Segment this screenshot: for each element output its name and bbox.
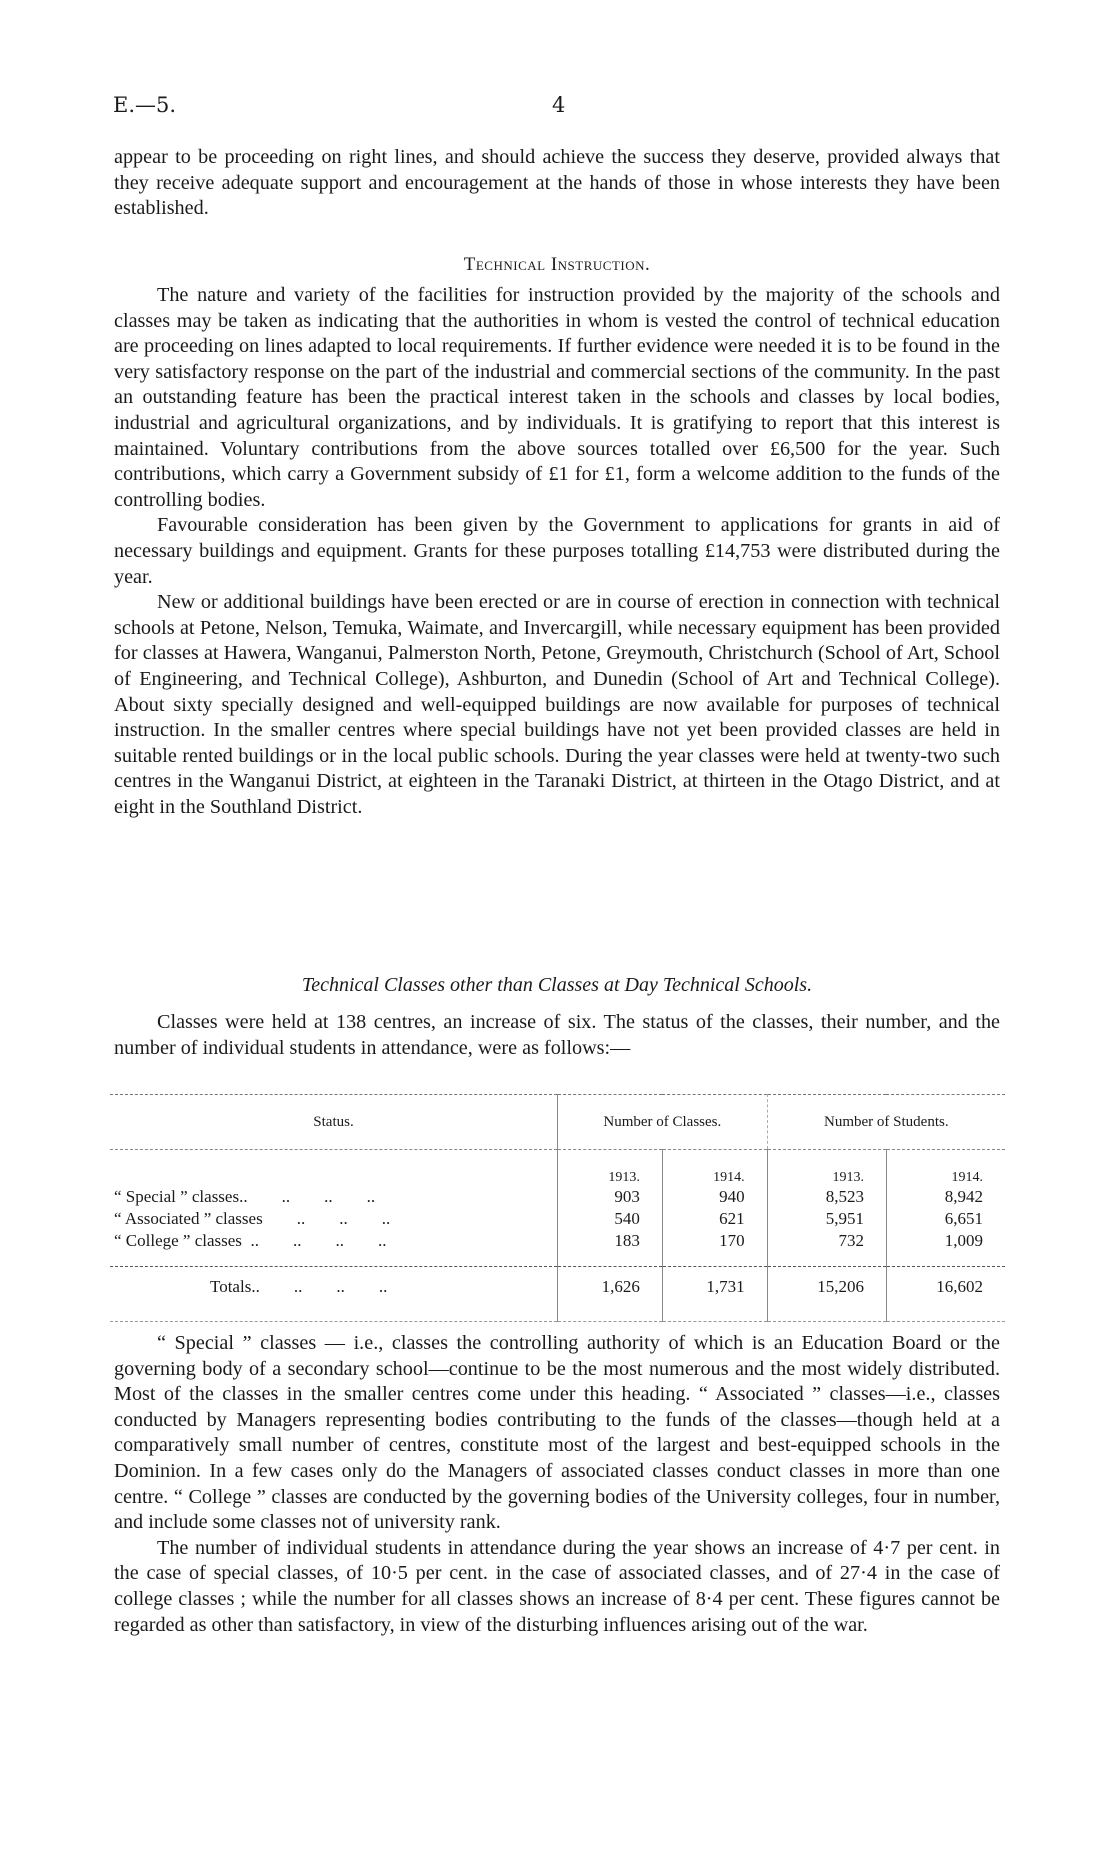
cell: 8,523 <box>767 1186 886 1208</box>
year-label: 1913. <box>558 1150 663 1187</box>
totals-row <box>110 1266 1005 1307</box>
cell: 16,602 <box>886 1266 1005 1307</box>
page-number: 4 <box>552 93 566 117</box>
leader-dots: .. .. .. .. <box>239 1187 376 1206</box>
leader-dots: .. .. .. .. <box>241 1231 387 1250</box>
cell: 15,206 <box>767 1266 886 1307</box>
row-label: “ College ” classes <box>114 1231 242 1250</box>
table-row <box>110 1186 1005 1208</box>
year-label: 1914. <box>662 1150 767 1187</box>
section-heading: Technical Instruction. <box>463 254 651 275</box>
paragraph: appear to be proceeding on right lines, and should achieve the success they deserve, provided always that they receive adequate support and encouragement at the hands of those in whose interests they have been established. <box>114 146 1000 220</box>
paragraph: Classes were held at 138 centres, an increase of six. The status of the classes, their number, and the number of individual students in attendance, were as follows:— <box>114 1011 1000 1059</box>
row-label: Totals <box>210 1276 252 1296</box>
cell: 6,651 <box>886 1208 1005 1230</box>
header-classes: Number of Classes. <box>558 1095 768 1150</box>
cell: 1,731 <box>662 1266 767 1307</box>
cell: 183 <box>558 1230 663 1252</box>
cell: 621 <box>662 1208 767 1230</box>
subsection-intro <box>114 1010 1000 1061</box>
subsection-heading: Technical Classes other than Classes at Day Technical Schools. <box>301 974 813 996</box>
paragraph: Favourable consideration has been given by the Government to applications for grants in aid of necessary buildings and equipment. Grants for these purposes totalling £14,753 were distributed during the year. <box>114 514 1000 588</box>
paragraph: “ Special ” classes — i.e., classes the controlling authority of which is an Education Board or the governing body of a secondary school—continue to be the most numerous and the most widely distributed. Most of the classes in the smaller centres come under this heading. “ Associated ” classes—i.e., classes conducted by Managers representing bodies contributing to the funds of the classes—though held at a comparatively small number of centres, constitute most of the largest and best-equipped schools in the Dominion. In a few cases only do the Managers of associated classes conduct classes in more than one centre. “ College ” classes are conducted by the governing bodies of the University colleges, four in number, and include some classes not of university rank. <box>114 1332 1000 1534</box>
header-status: Status. <box>313 1113 354 1130</box>
paragraph: The number of individual students in attendance during the year shows an increase of 4·7 per cent. in the case of special classes, of 10·5 per cent. in the case of associated classes, and of 27·4 in the case of college classes ; while the number for all classes shows an increase of 8·4 per cent. These figures cannot be regarded as other than satisfactory, in view of the disturbing influences arising out of the war. <box>114 1536 1000 1636</box>
cell: 940 <box>662 1186 767 1208</box>
leader-dots: .. .. .. <box>262 1209 391 1228</box>
cell: 1,009 <box>886 1230 1005 1252</box>
cell: 903 <box>558 1186 663 1208</box>
section-body <box>114 283 1000 820</box>
year-label: 1913. <box>767 1150 886 1187</box>
leader-dots: .. .. .. .. <box>251 1276 388 1296</box>
year-label: 1914. <box>886 1150 1005 1187</box>
cell: 8,942 <box>886 1186 1005 1208</box>
document-reference: E.—5. <box>113 93 177 117</box>
table-row <box>110 1230 1005 1252</box>
cell: 170 <box>662 1230 767 1252</box>
cell: 5,951 <box>767 1208 886 1230</box>
row-label: “ Associated ” classes <box>114 1209 263 1228</box>
paragraph: The nature and variety of the facilities for instruction provided by the majority of the schools and classes may be taken as indicating that the authorities in whom is vested the control of technical education are proceeding on lines adapted to local requirements. If further evidence were needed it is to be found in the very satisfactory response on the part of the industrial and commercial sections of the community. In the past an outstanding feature has been the practical interest taken in the schools and classes by local bodies, industrial and agricultural organizations, and by individuals. It is gratifying to report that this interest is maintained. Voluntary contributions from the above sources totalled over £6,500 for the year. Such contributions, which carry a Government subsidy of £1 for £1, form a welcome addition to the funds of the controlling bodies. <box>114 284 1000 511</box>
cell: 1,626 <box>558 1266 663 1307</box>
row-label: “ Special ” classes <box>114 1187 240 1206</box>
paragraph: New or additional buildings have been erected or are in course of erection in connection with technical schools at Petone, Nelson, Temuka, Waimate, and Invercargill, while necessary equipment has been provided for classes at Hawera, Wanganui, Palmerston North, Petone, Greymouth, Christchurch (School of Art, School of Engineering, and Technical College), Ashburton, and Dunedin (School of Art and Technical College). About sixty specially designed and well-equipped buildings are now available for purposes of technical instruction. In the smaller centres where special buildings have not yet been provided classes are held in suitable rented buildings or in the local public schools. During the year classes were held at twenty-two such centres in the Wanganui District, at eighteen in the Taranaki District, at thirteen in the Otago District, and at eight in the Southland District. <box>114 591 1000 818</box>
closing-body <box>114 1331 1000 1638</box>
header-students: Number of Students. <box>767 1095 1005 1150</box>
intro-paragraph <box>114 145 1000 222</box>
classes-table <box>110 1094 1005 1322</box>
cell: 540 <box>558 1208 663 1230</box>
cell: 732 <box>767 1230 886 1252</box>
table-row <box>110 1208 1005 1230</box>
